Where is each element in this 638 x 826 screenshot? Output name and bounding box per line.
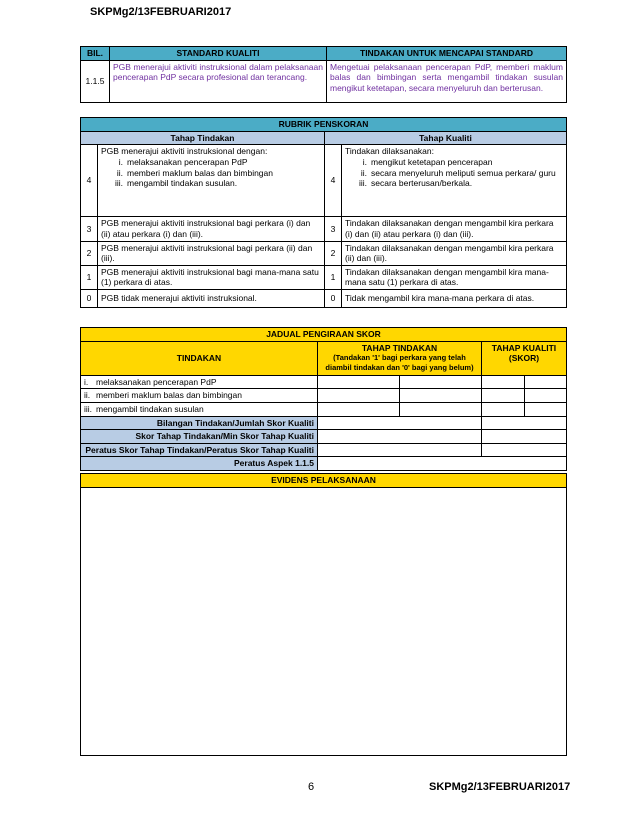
evidens-body-row xyxy=(81,487,567,755)
rubrik-table xyxy=(80,117,567,308)
evidens-title: EVIDENS PELAKSANAAN xyxy=(81,474,567,488)
evidens-table xyxy=(80,473,567,756)
rubrik-tindakan: PGB menerajui aktiviti instruksional bagi perkara (ii) dan (iii). xyxy=(98,241,325,265)
jadual-cell-tindakan-2[interactable] xyxy=(400,389,482,403)
standard-bil: 1.1.5 xyxy=(81,60,110,102)
standard-header-row xyxy=(81,47,567,61)
rubrik-score-k: 2 xyxy=(325,241,342,265)
col-tindakan-standard: TINDAKAN UNTUK MENCAPAI STANDARD xyxy=(327,47,567,61)
table-row xyxy=(81,389,567,403)
rubrik-row-3 xyxy=(81,217,567,241)
jadual-summary-tindakan[interactable] xyxy=(318,430,482,444)
standard-text: PGB menerajui aktiviti instruksional dalam pelaksanaan pencerapan PdP secara profesional dan terancang. xyxy=(110,60,327,102)
rubrik-row-1 xyxy=(81,265,567,289)
jadual-summary-tindakan[interactable] xyxy=(318,416,482,430)
footer-code: SKPMg2/13FEBRUARI2017 xyxy=(429,781,571,793)
list-item: ii. secara menyeluruh meliputi semua perkara/ guru xyxy=(360,167,556,178)
jadual-summary-label: Bilangan Tindakan/Jumlah Skor Kualiti xyxy=(81,416,318,430)
jadual-summary-kualiti[interactable] xyxy=(482,416,567,430)
jadual-cell-kualiti[interactable] xyxy=(482,389,525,403)
jadual-item: iii. mengambil tindakan susulan xyxy=(81,402,318,416)
table-row xyxy=(81,457,567,471)
rubrik-title: RUBRIK PENSKORAN xyxy=(81,118,567,132)
list-item: iii. secara berterusan/berkala. xyxy=(358,178,473,189)
jadual-item: ii. memberi maklum balas dan bimbingan xyxy=(81,389,318,403)
jadual-col-tahap-tindakan: TAHAP TINDAKAN (Tandakan '1' bagi perkara yang telah diambil tindakan dan '0' bagi yang belum) xyxy=(318,341,482,375)
list-item: i. melaksanakan pencerapan PdP xyxy=(118,156,248,167)
jadual-cell-tindakan[interactable] xyxy=(318,389,400,403)
jadual-aspek-value[interactable] xyxy=(318,457,567,471)
rubrik-kualiti-cell xyxy=(342,145,567,217)
rubrik-score-t: 4 xyxy=(81,145,98,217)
jadual-summary-label: Skor Tahap Tindakan/Min Skor Tahap Kualiti xyxy=(81,430,318,444)
standard-row xyxy=(81,60,567,102)
table-row xyxy=(81,375,567,389)
tindakan-text: Mengetuai pelaksanaan pencerapan PdP, memberi maklum balas dan bimbingan serta mengambil tindakan susulan mengikut ketetapan, secara menyeluruh dan berterusan. xyxy=(327,60,567,102)
rubrik-header-row xyxy=(81,131,567,145)
jadual-cell-kualiti-2[interactable] xyxy=(524,402,567,416)
rubrik-kualiti: Tindakan dilaksanakan dengan mengambil kira mana-mana satu (1) perkara di atas. xyxy=(342,265,567,289)
rubrik-tindakan-cell xyxy=(98,145,325,217)
rubrik-kualiti: Tindakan dilaksanakan dengan mengambil kira perkara (ii) dan (iii). xyxy=(342,241,567,265)
rubrik-score-k: 1 xyxy=(325,265,342,289)
col-bil: BIL. xyxy=(81,47,110,61)
rubrik-score-t: 3 xyxy=(81,217,98,241)
jadual-cell-tindakan-2[interactable] xyxy=(400,402,482,416)
rubrik-kualiti: Tidak mengambil kira mana-mana perkara di atas. xyxy=(342,290,567,308)
jadual-cell-tindakan-2[interactable] xyxy=(400,375,482,389)
rubrik-col-tindakan: Tahap Tindakan xyxy=(81,131,325,145)
jadual-cell-kualiti[interactable] xyxy=(482,402,525,416)
rubrik-score-k: 3 xyxy=(325,217,342,241)
jadual-item: i. melaksanakan pencerapan PdP xyxy=(81,375,318,389)
rubrik-col-kualiti: Tahap Kualiti xyxy=(325,131,567,145)
jadual-cell-kualiti-2[interactable] xyxy=(524,389,567,403)
rubrik-row-4 xyxy=(81,145,567,217)
evidens-body[interactable] xyxy=(81,487,567,755)
rubrik-score-k: 4 xyxy=(325,145,342,217)
rubrik-tindakan-intro: PGB menerajui aktiviti instruksional dengan: xyxy=(101,146,268,157)
jadual-col-tahap-kualiti: TAHAP KUALITI (SKOR) xyxy=(482,341,567,375)
jadual-summary-label: Peratus Skor Tahap Tindakan/Peratus Skor Tahap Kualiti xyxy=(81,443,318,457)
rubrik-row-2 xyxy=(81,241,567,265)
rubrik-row-0 xyxy=(81,290,567,308)
rubrik-kualiti: Tindakan dilaksanakan dengan mengambil kira perkara (i) dan (ii) atau perkara (i) dan (iii). xyxy=(342,217,567,241)
table-row xyxy=(81,430,567,444)
col-standard: STANDARD KUALITI xyxy=(110,47,327,61)
rubrik-tindakan: PGB tidak menerajui aktiviti instruksional. xyxy=(98,290,325,308)
rubrik-score-t: 1 xyxy=(81,265,98,289)
jadual-aspek-label: Peratus Aspek 1.1.5 xyxy=(81,457,318,471)
jadual-col-tindakan: TINDAKAN xyxy=(81,341,318,375)
list-item: i. mengikut ketetapan pencerapan xyxy=(362,156,493,167)
table-row xyxy=(81,443,567,457)
jadual-cell-tindakan[interactable] xyxy=(318,402,400,416)
jadual-title: JADUAL PENGIRAAN SKOR xyxy=(81,328,567,342)
jadual-summary-kualiti[interactable] xyxy=(482,430,567,444)
rubrik-score-t: 2 xyxy=(81,241,98,265)
rubrik-tindakan: PGB menerajui aktiviti instruksional bagi perkara (i) dan (ii) atau perkara (i) dan (iii). xyxy=(98,217,325,241)
list-item: iii. mengambil tindakan susulan. xyxy=(114,178,238,189)
evidens-title-row xyxy=(81,474,567,488)
jadual-summary-tindakan[interactable] xyxy=(318,443,482,457)
jadual-title-row xyxy=(81,328,567,342)
jadual-cell-kualiti-2[interactable] xyxy=(524,375,567,389)
jadual-cell-tindakan[interactable] xyxy=(318,375,400,389)
table-row xyxy=(81,416,567,430)
rubrik-kualiti-intro: Tindakan dilaksanakan: xyxy=(345,146,434,157)
jadual-table xyxy=(80,327,567,471)
rubrik-score-t: 0 xyxy=(81,290,98,308)
rubrik-score-k: 0 xyxy=(325,290,342,308)
header-code: SKPMg2/13FEBRUARI2017 xyxy=(90,6,232,18)
rubrik-tindakan: PGB menerajui aktiviti instruksional bagi mana-mana satu (1) perkara di atas. xyxy=(98,265,325,289)
list-item: ii. memberi maklum balas dan bimbingan xyxy=(116,167,273,178)
jadual-cell-kualiti[interactable] xyxy=(482,375,525,389)
page-number: 6 xyxy=(308,781,315,793)
jadual-header-row xyxy=(81,341,567,375)
table-row xyxy=(81,402,567,416)
rubrik-title-row xyxy=(81,118,567,132)
jadual-summary-kualiti[interactable] xyxy=(482,443,567,457)
standard-table xyxy=(80,46,567,103)
